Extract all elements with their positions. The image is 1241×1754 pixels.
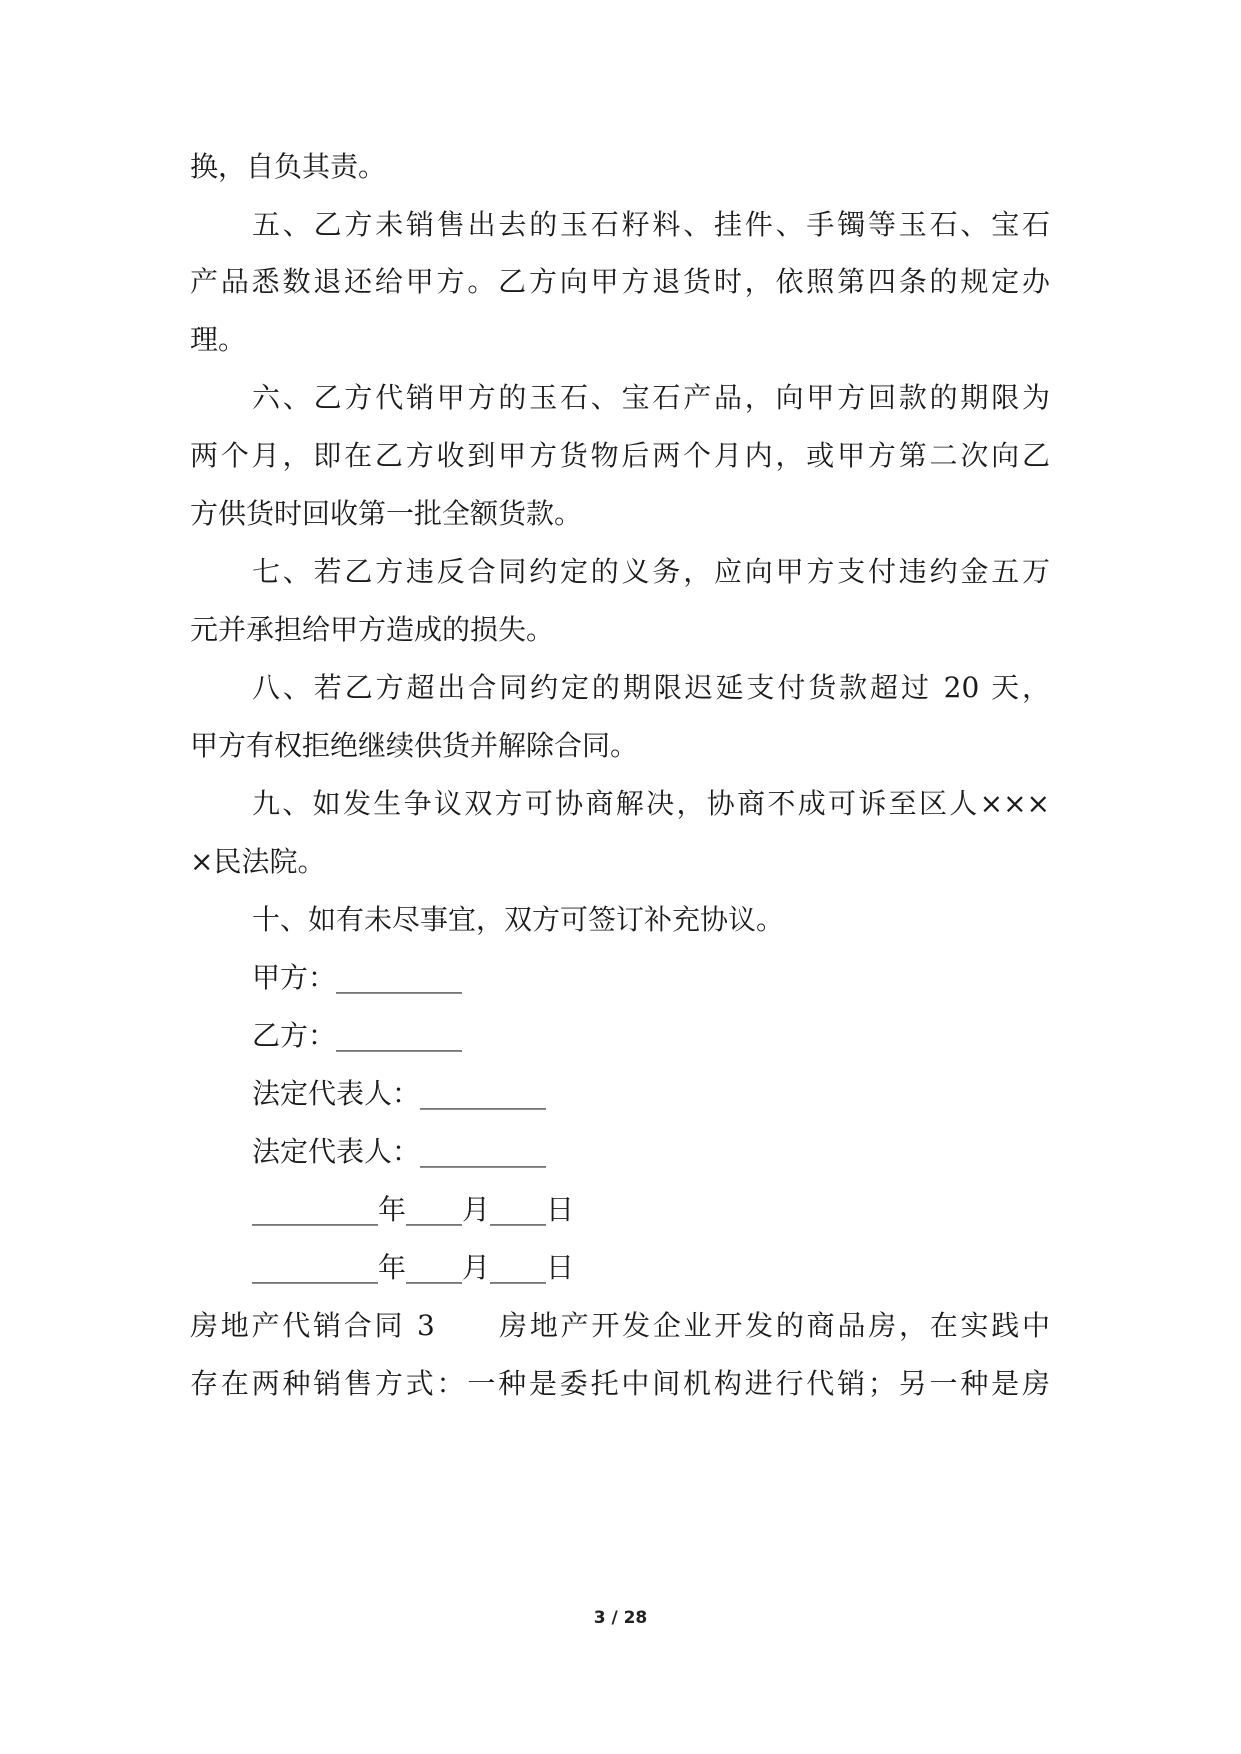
party-a-signature: 甲方：_________ <box>252 961 463 994</box>
legal-representative-2: 法定代表人：_________ <box>252 1135 547 1168</box>
body-line: 换，自负其责。 <box>190 150 387 183</box>
clause-7-line-1: 七、若乙方违反合同约定的义务，应向甲方支付违约金五万 <box>252 555 1050 588</box>
clause-7-line-2: 元并承担给甲方造成的损失。 <box>190 613 555 646</box>
clause-8-line-1: 八、若乙方超出合同约定的期限迟延支付货款超过 20 天， <box>252 671 1050 704</box>
clause-5-line-3: 理。 <box>190 323 247 356</box>
clause-8-line-2: 甲方有权拒绝继续供货并解除合同。 <box>190 729 639 762</box>
signature-date-1: _________年____月____日 <box>252 1193 575 1226</box>
signature-date-2: _________年____月____日 <box>252 1251 575 1284</box>
legal-representative-1: 法定代表人：_________ <box>252 1077 547 1110</box>
clause-9-line-2: ×民法院。 <box>190 845 326 878</box>
next-section-line-2: 存在两种销售方式：一种是委托中间机构进行代销；另一种是房 <box>190 1367 1050 1400</box>
clause-6-line-3: 方供货时回收第一批全额货款。 <box>190 497 583 530</box>
next-section-line-1: 房地产代销合同 3 房地产开发企业开发的商品房，在实践中 <box>190 1309 1050 1342</box>
clause-9-line-1: 九、如发生争议双方可协商解决，协商不成可诉至区人××× <box>252 787 1050 820</box>
clause-6-line-1: 六、乙方代销甲方的玉石、宝石产品，向甲方回款的期限为 <box>252 381 1050 414</box>
clause-5-line-1: 五、乙方未销售出去的玉石籽料、挂件、手镯等玉石、宝石 <box>252 208 1050 241</box>
clause-6-line-2: 两个月，即在乙方收到甲方货物后两个月内，或甲方第二次向乙 <box>190 439 1050 472</box>
clause-10-line-1: 十、如有未尽事宜，双方可签订补充协议。 <box>252 903 785 936</box>
party-b-signature: 乙方：_________ <box>252 1019 463 1052</box>
clause-5-line-2: 产品悉数退还给甲方。乙方向甲方退货时，依照第四条的规定办 <box>190 265 1050 298</box>
page-number: 3 / 28 <box>593 1608 648 1628</box>
